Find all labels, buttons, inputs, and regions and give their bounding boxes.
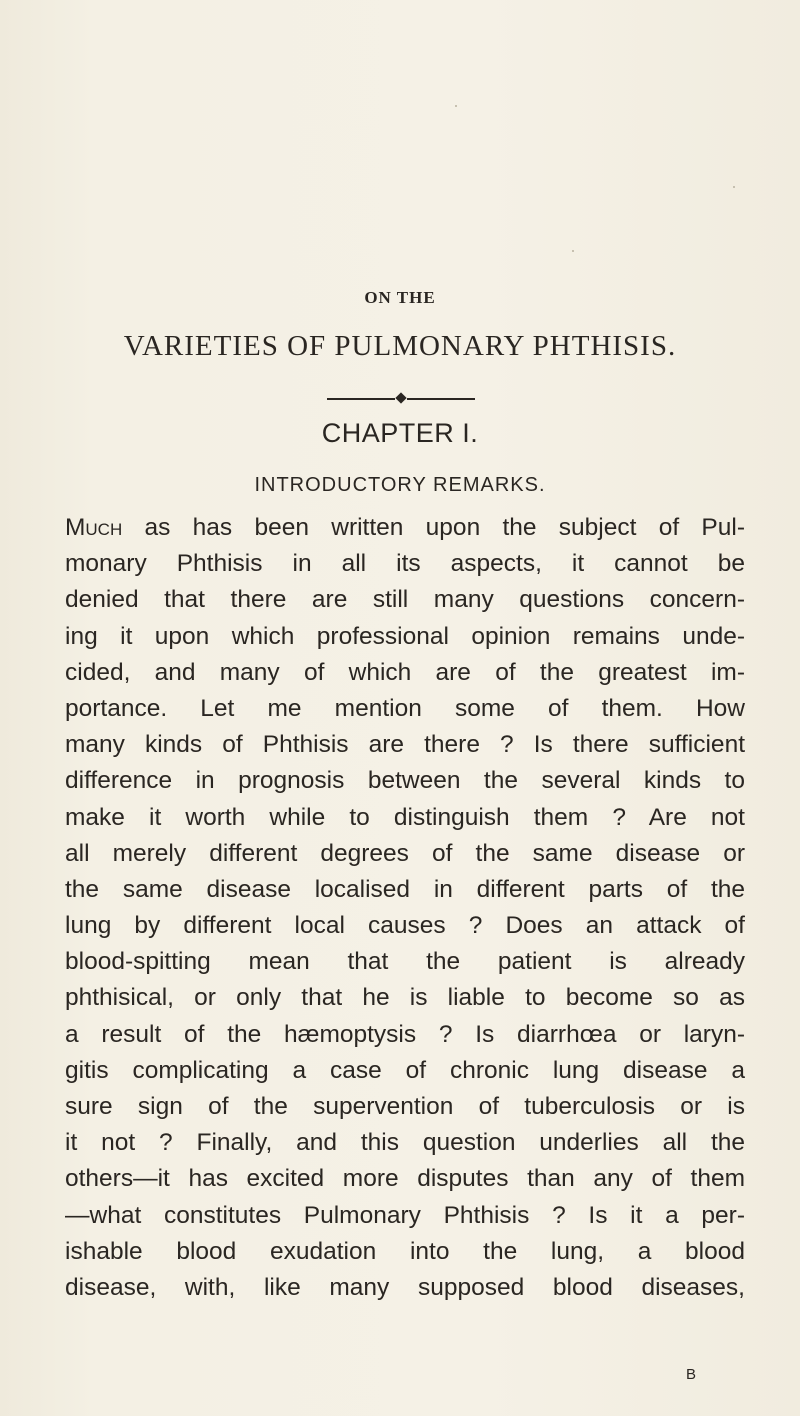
paper-speck — [455, 105, 457, 107]
diamond-rule-ornament — [327, 393, 475, 405]
text-line: others—it has excited more disputes than any of them — [65, 1165, 745, 1193]
text-line: many kinds of Phthisis are there ? Is there sufficient — [65, 731, 745, 759]
text-line: ing it upon which professional opinion remains unde- — [65, 622, 745, 650]
text-line: ishable blood exudation into the lung, a blood — [65, 1237, 745, 1265]
text-line: phthisical, or only that he is liable to become so as — [65, 984, 745, 1012]
text-line: a result of the hæmoptysis ? Is diarrhœa or laryn- — [65, 1020, 745, 1048]
text-line: denied that there are still many questions concern- — [65, 586, 745, 614]
chapter-subtitle: INTRODUCTORY REMARKS. — [254, 474, 546, 496]
chapter-heading: CHAPTER I. — [321, 418, 479, 448]
page-title: VARIETIES OF PULMONARY PHTHISIS. — [123, 330, 677, 362]
text-line: difference in prognosis between the several kinds to — [65, 767, 745, 795]
diamond-icon — [395, 392, 406, 403]
text-line: disease, with, like many supposed blood diseases, — [65, 1273, 745, 1301]
text-line: sure sign of the supervention of tuberculosis or is — [65, 1093, 745, 1120]
text-line: it not ? Finally, and this question underlies all the — [65, 1129, 745, 1157]
paper-speck — [733, 186, 735, 188]
text-line: monary Phthisis in all its aspects, it cannot be — [65, 550, 745, 578]
opening-word: Much — [65, 514, 123, 541]
text-line: gitis complicating a case of chronic lung disease a — [65, 1056, 745, 1084]
text-line: blood-spitting mean that the patient is already — [65, 948, 745, 976]
text-line: portance. Let me mention some of them. How — [65, 694, 745, 722]
body-paragraph — [65, 510, 745, 1306]
text-line: lung by different local causes ? Does an attack of — [65, 912, 745, 940]
pre-title: ON THE — [364, 288, 436, 307]
text-line: Much as has been written upon the subject of Pul- — [65, 514, 745, 541]
ornament-rule-right — [407, 398, 475, 400]
ornament-rule-left — [327, 398, 395, 400]
text-line: cided, and many of which are of the greatest im- — [65, 658, 745, 686]
text-line: all merely different degrees of the same disease or — [65, 839, 745, 867]
text-line: the same disease localised in different parts of the — [65, 875, 745, 903]
signature-mark: B — [686, 1366, 697, 1383]
text-line: make it worth while to distinguish them ? Are not — [65, 803, 745, 831]
text-line: —what constitutes Pulmonary Phthisis ? Is it a per- — [65, 1201, 745, 1229]
paper-speck — [572, 250, 574, 252]
